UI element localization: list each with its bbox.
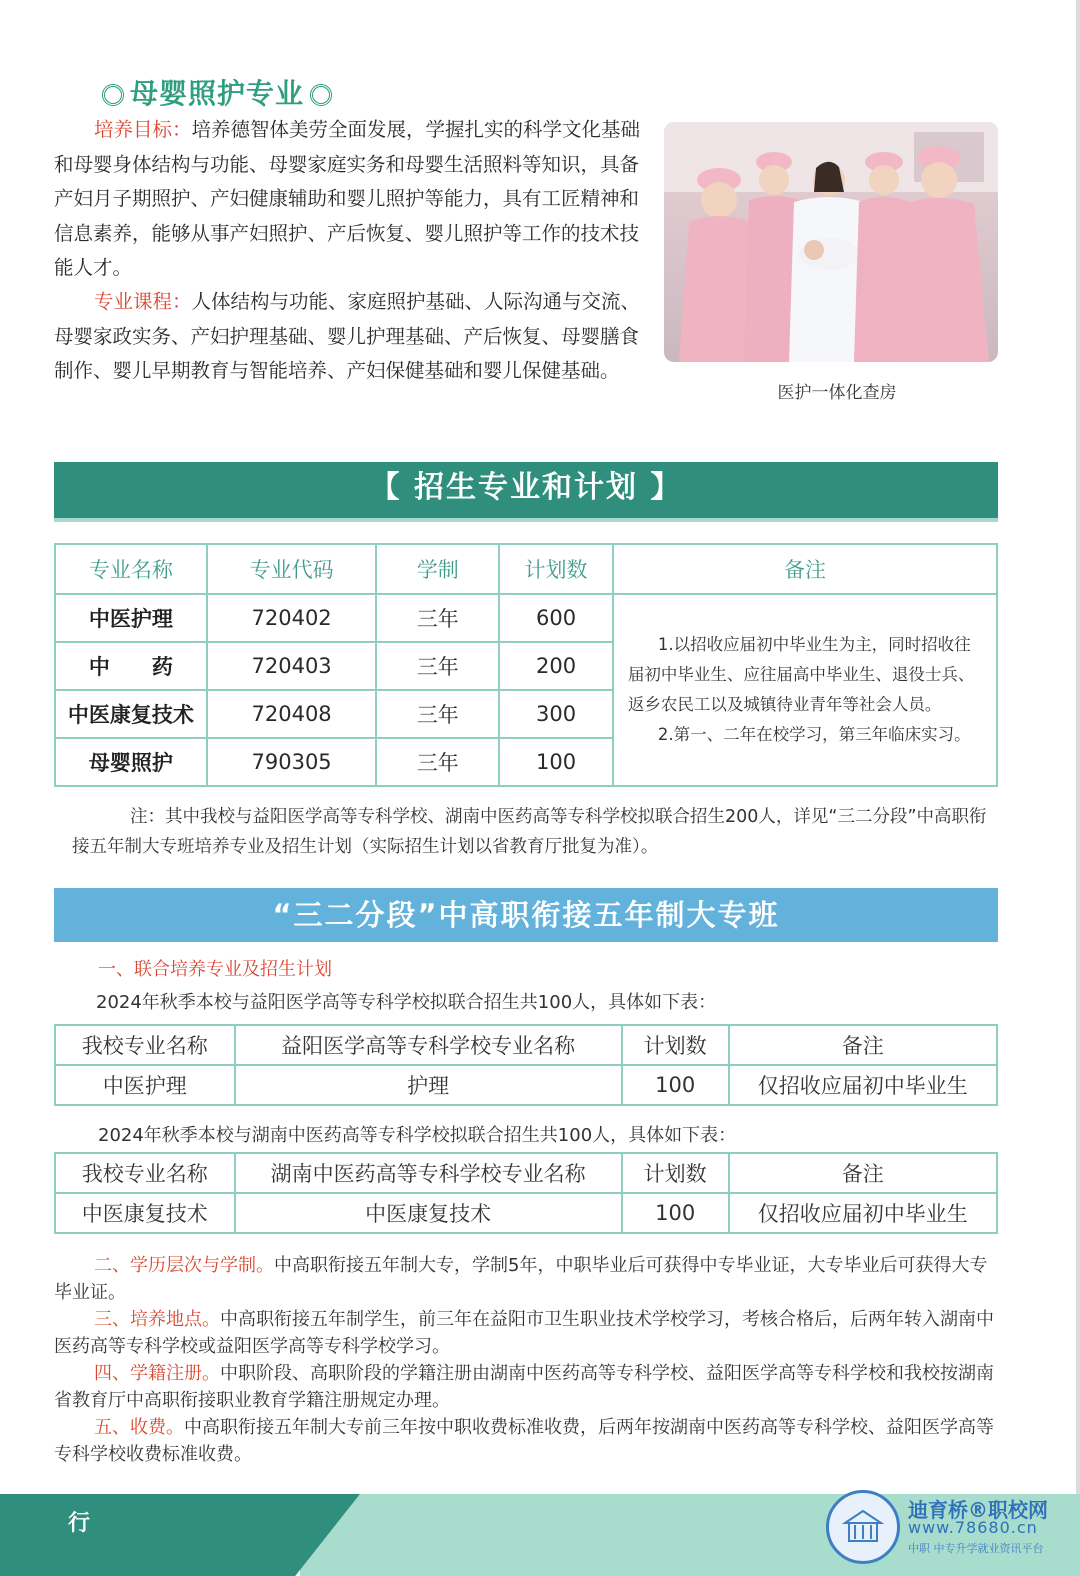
partner-major: 中医康复技术 bbox=[235, 1193, 622, 1233]
plan-count: 200 bbox=[499, 642, 613, 690]
header-remark: 备注 bbox=[729, 1153, 997, 1193]
major-code: 790305 bbox=[207, 738, 377, 786]
goal-paragraph bbox=[54, 113, 646, 286]
plan-count: 100 bbox=[622, 1193, 729, 1233]
item-label: 四、学籍注册。 bbox=[94, 1363, 220, 1384]
circle-icon bbox=[310, 84, 332, 106]
major-name: 中医护理 bbox=[55, 594, 207, 642]
site-slogan: 中职 中专升学就业资讯平台 bbox=[908, 1542, 1044, 1555]
plan-header-row bbox=[55, 544, 997, 594]
header-major-name: 专业名称 bbox=[55, 544, 207, 594]
remark-cell bbox=[613, 594, 997, 786]
remark-2: 2.第一、二年在校学习，第三年临床实习。 bbox=[657, 725, 971, 744]
plan-table bbox=[54, 543, 998, 787]
header-partner-major: 湖南中医药高等专科学校专业名称 bbox=[235, 1153, 622, 1193]
header-plan-count: 计划数 bbox=[622, 1025, 729, 1065]
header-plan-count: 计划数 bbox=[499, 544, 613, 594]
header-major-code: 专业代码 bbox=[207, 544, 377, 594]
remark: 仅招收应届初中毕业生 bbox=[729, 1065, 997, 1105]
our-major: 中医护理 bbox=[55, 1065, 235, 1105]
plan-count: 100 bbox=[499, 738, 613, 786]
partner-major: 护理 bbox=[235, 1065, 622, 1105]
course-text: 人体结构与功能、家庭照护基础、人际沟通与交流、母婴家政实务、产妇护理基础、婴儿护理基础、产后恢复、母婴膳食制作、婴儿早期教育与智能培养、产妇保健基础和婴儿保健基础。 bbox=[54, 290, 641, 382]
joint-subtitle-1: 一、联合培养专业及招生计划 bbox=[98, 959, 332, 980]
our-major: 中医康复技术 bbox=[55, 1193, 235, 1233]
plan-note: 注：其中我校与益阳医学高等专科学校、湖南中医药高等专科学校拟联合招生200人，详见“三二分段”中高职衔接五年制大专班培养专业及招生计划（实际招生计划以省教育厅批复为准）。 bbox=[72, 807, 987, 857]
header-remark: 备注 bbox=[729, 1025, 997, 1065]
duration: 三年 bbox=[376, 690, 499, 738]
duration: 三年 bbox=[376, 642, 499, 690]
table-header-row bbox=[55, 1153, 997, 1193]
item-text: 中高职衔接五年制学生，前三年在益阳市卫生职业技术学校学习，考核合格后，后两年转入湖南中医药高等专科学校或益阳医学高等专科学校学习。 bbox=[54, 1309, 994, 1357]
duration: 三年 bbox=[376, 594, 499, 642]
circle-icon bbox=[102, 84, 124, 106]
nurses-photo-illustration bbox=[664, 122, 998, 362]
major-name: 中医康复技术 bbox=[55, 690, 207, 738]
item-label: 三、培养地点。 bbox=[94, 1309, 220, 1330]
ward-round-photo bbox=[664, 122, 998, 362]
table-row bbox=[55, 594, 997, 642]
plan-count: 600 bbox=[499, 594, 613, 642]
major-code: 720408 bbox=[207, 690, 377, 738]
duration: 三年 bbox=[376, 738, 499, 786]
plan-title-bar bbox=[54, 462, 998, 522]
joint-title-bar bbox=[54, 888, 998, 942]
plan-title: 【 招生专业和计划 】 bbox=[369, 470, 683, 505]
header-our-major: 我校专业名称 bbox=[55, 1153, 235, 1193]
building-icon bbox=[829, 1493, 897, 1561]
item-text: 中职阶段、高职阶段的学籍注册由湖南中医药高等专科学校、益阳医学高等专科学校和我校按湖南省教育厅中高职衔接职业教育学籍注册规定办理。 bbox=[54, 1363, 994, 1411]
major-code: 720403 bbox=[207, 642, 377, 690]
remark: 仅招收应届初中毕业生 bbox=[729, 1193, 997, 1233]
remark-1: 1.以招收应届初中毕业生为主，同时招收往届初中毕业生、应往届高中毕业生、退役士兵、返乡农民工以及城镇待业青年等社会人员。 bbox=[627, 635, 975, 714]
registration-paragraph bbox=[54, 1360, 998, 1414]
joint-intro-2: 2024年秋季本校与湖南中医药高等专科学校拟联合招生共100人，具体如下表： bbox=[98, 1125, 737, 1146]
joint-table-1 bbox=[54, 1024, 998, 1106]
major-name: 母婴照护 bbox=[55, 738, 207, 786]
joint-table-2 bbox=[54, 1152, 998, 1234]
header-partner-major: 益阳医学高等专科学校专业名称 bbox=[235, 1025, 622, 1065]
course-label: 专业课程： bbox=[94, 290, 192, 313]
item-text: 中高职衔接五年制大专前三年按中职收费标准收费，后两年按湖南中医药高等专科学校、益阳医学高等专科学校收费标准收费。 bbox=[54, 1417, 994, 1465]
location-paragraph bbox=[54, 1306, 998, 1360]
plan-count: 300 bbox=[499, 690, 613, 738]
major-code: 720402 bbox=[207, 594, 377, 642]
item-label: 二、学历层次与学制。 bbox=[94, 1255, 274, 1276]
page-label: 行 bbox=[68, 1511, 91, 1536]
goal-label: 培养目标： bbox=[94, 118, 192, 141]
joint-title: “三二分段”中高职衔接五年制大专班 bbox=[272, 898, 780, 932]
item-text: 中高职衔接五年制大专，学制5年，中职毕业后可获得中专毕业证，大专毕业后可获得大专毕业证。 bbox=[54, 1255, 988, 1303]
site-url[interactable]: www.78680.cn bbox=[908, 1518, 1038, 1537]
photo-caption: 医护一体化查房 bbox=[777, 383, 897, 403]
plan-count: 100 bbox=[622, 1065, 729, 1105]
school-logo-icon bbox=[826, 1490, 900, 1564]
page-edge bbox=[1076, 0, 1080, 1576]
table-row bbox=[55, 1065, 997, 1105]
item-label: 五、收费。 bbox=[94, 1417, 184, 1438]
major-title bbox=[96, 72, 338, 112]
course-paragraph bbox=[54, 285, 646, 389]
joint-intro-1: 2024年秋季本校与益阳医学高等专科学校拟联合招生共100人，具体如下表： bbox=[96, 992, 717, 1013]
table-header-row bbox=[55, 1025, 997, 1065]
education-level-paragraph bbox=[54, 1252, 998, 1306]
fees-paragraph bbox=[54, 1414, 998, 1468]
brand-name: 迪育桥®职校网 bbox=[908, 1498, 1048, 1522]
major-title-text: 母婴照护专业 bbox=[130, 77, 305, 110]
header-duration: 学制 bbox=[376, 544, 499, 594]
goal-text: 培养德智体美劳全面发展，学握扎实的科学文化基础和母婴身体结构与功能、母婴家庭实务和母婴生活照料等知识，具备产妇月子期照护、产妇健康辅助和婴儿照护等能力，具有工匠精神和信息素养，能够从事产妇照护、产后恢复、婴儿照护等工作的技术技能人才。 bbox=[54, 118, 641, 279]
table-row bbox=[55, 1193, 997, 1233]
header-remark: 备注 bbox=[613, 544, 997, 594]
header-plan-count: 计划数 bbox=[622, 1153, 729, 1193]
header-our-major: 我校专业名称 bbox=[55, 1025, 235, 1065]
major-name: 中 药 bbox=[55, 642, 207, 690]
